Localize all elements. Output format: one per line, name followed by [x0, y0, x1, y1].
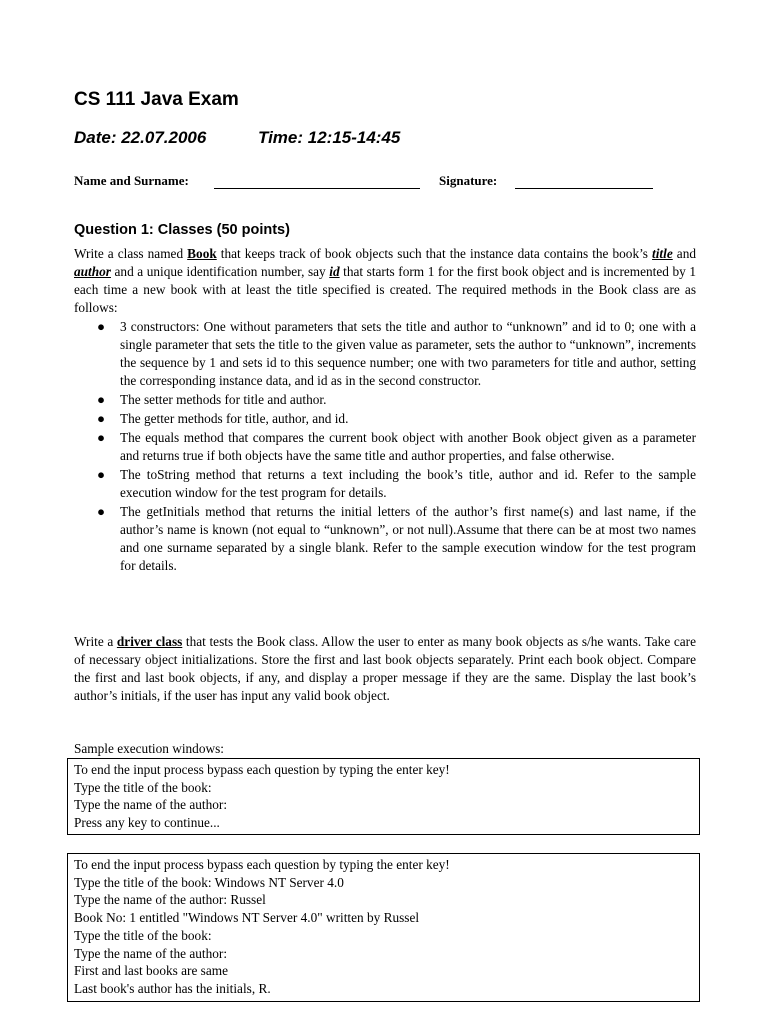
driver-class-keyword: driver class	[116, 634, 183, 649]
driver-class-paragraph: Write a driver class that tests the Book class. Allow the user to enter as many book objects as s/he wants. Take care of necessary object initializations. Store the first and last book objects separately. Print each book object. Compare the first and last book objects, if any, and display a proper message if they are the same. Display the last book’s author’s initials, if the user has input any valid book object.	[74, 634, 696, 703]
question-intro-paragraph: Write a class named Book that keeps track of book objects such that the instance data contains the book’s title and author and a unique identification number, say id that starts form 1 for the first book object and is incremented by 1 each time a new book with at least the title specified is created. The required methods in the Book class are as follows:	[74, 246, 696, 315]
method-list	[74, 318, 696, 576]
exam-meta	[74, 128, 401, 148]
question-heading: Question 1: Classes (50 points)	[74, 222, 290, 238]
exam-date: Date: 22.07.2006	[74, 128, 207, 147]
console-line: Type the name of the author: Russel	[74, 892, 266, 908]
signature-blank	[515, 188, 653, 189]
console-line: Type the name of the author:	[74, 797, 228, 813]
bullet-icon: ●	[97, 411, 106, 426]
list-item: ● The toString method that returns a text including the book’s title, author and id. Refer to the sample execution window for the test program for details.	[97, 467, 696, 500]
title-keyword: title	[652, 246, 673, 261]
name-surname-label: Name and Surname:	[74, 173, 189, 188]
list-item: ● The equals method that compares the current book object with another Book object given as a parameter and returns true if both objects have the same title and author properties, and false otherwise.	[97, 430, 696, 463]
id-keyword: id	[329, 264, 340, 279]
console-line: To end the input process bypass each question by typing the enter key!	[74, 762, 450, 777]
sample-window-2	[67, 853, 700, 1002]
console-line: Type the name of the author:	[74, 945, 228, 961]
console-line: Type the title of the book: Windows NT Server 4.0	[74, 874, 344, 890]
console-line: Press any key to continue...	[74, 815, 220, 831]
bullet-icon: ●	[97, 504, 106, 519]
list-item: ● The getInitials method that returns the initial letters of the author’s first name(s) and last name, if the author’s name is known (not equal to “unknown”, or not null).Assume that there can be at most two names and one surname separated by a single blank. Refer to the sample execution window for the test program for details.	[97, 504, 696, 573]
list-item: ● 3 constructors: One without parameters that sets the title and author to “unknown” and id to 0; one with a single parameter that sets the title to the given value as parameter, sets the author to “unknown”, increments the sequence by 1 and sets id to this sequence number; one with two parameters for title and author, setting the corresponding instance data, and id as in the second constructor.	[97, 319, 696, 388]
console-line: Type the title of the book:	[74, 927, 212, 943]
bullet-icon: ●	[97, 430, 106, 445]
name-surname-blank	[214, 188, 420, 189]
signature-label: Signature:	[439, 173, 498, 188]
sample-windows-label: Sample execution windows:	[74, 741, 224, 756]
list-item: ● The setter methods for title and author.	[97, 392, 327, 407]
bullet-icon: ●	[97, 319, 106, 334]
sample-window-1	[67, 758, 700, 835]
console-line: Last book's author has the initials, R.	[74, 980, 271, 996]
exam-time: Time: 12:15-14:45	[258, 128, 401, 147]
console-line: To end the input process bypass each question by typing the enter key!	[74, 857, 450, 872]
bullet-icon: ●	[97, 392, 106, 407]
console-line: Type the title of the book:	[74, 779, 212, 795]
console-line: Book No: 1 entitled "Windows NT Server 4.0" written by Russel	[74, 910, 420, 926]
author-keyword: author	[74, 264, 111, 279]
book-keyword: Book	[187, 246, 217, 261]
exam-title: CS 111 Java Exam	[74, 89, 239, 110]
list-item: ● The getter methods for title, author, and id.	[97, 411, 349, 426]
bullet-icon: ●	[97, 467, 106, 482]
console-line: First and last books are same	[74, 963, 228, 979]
